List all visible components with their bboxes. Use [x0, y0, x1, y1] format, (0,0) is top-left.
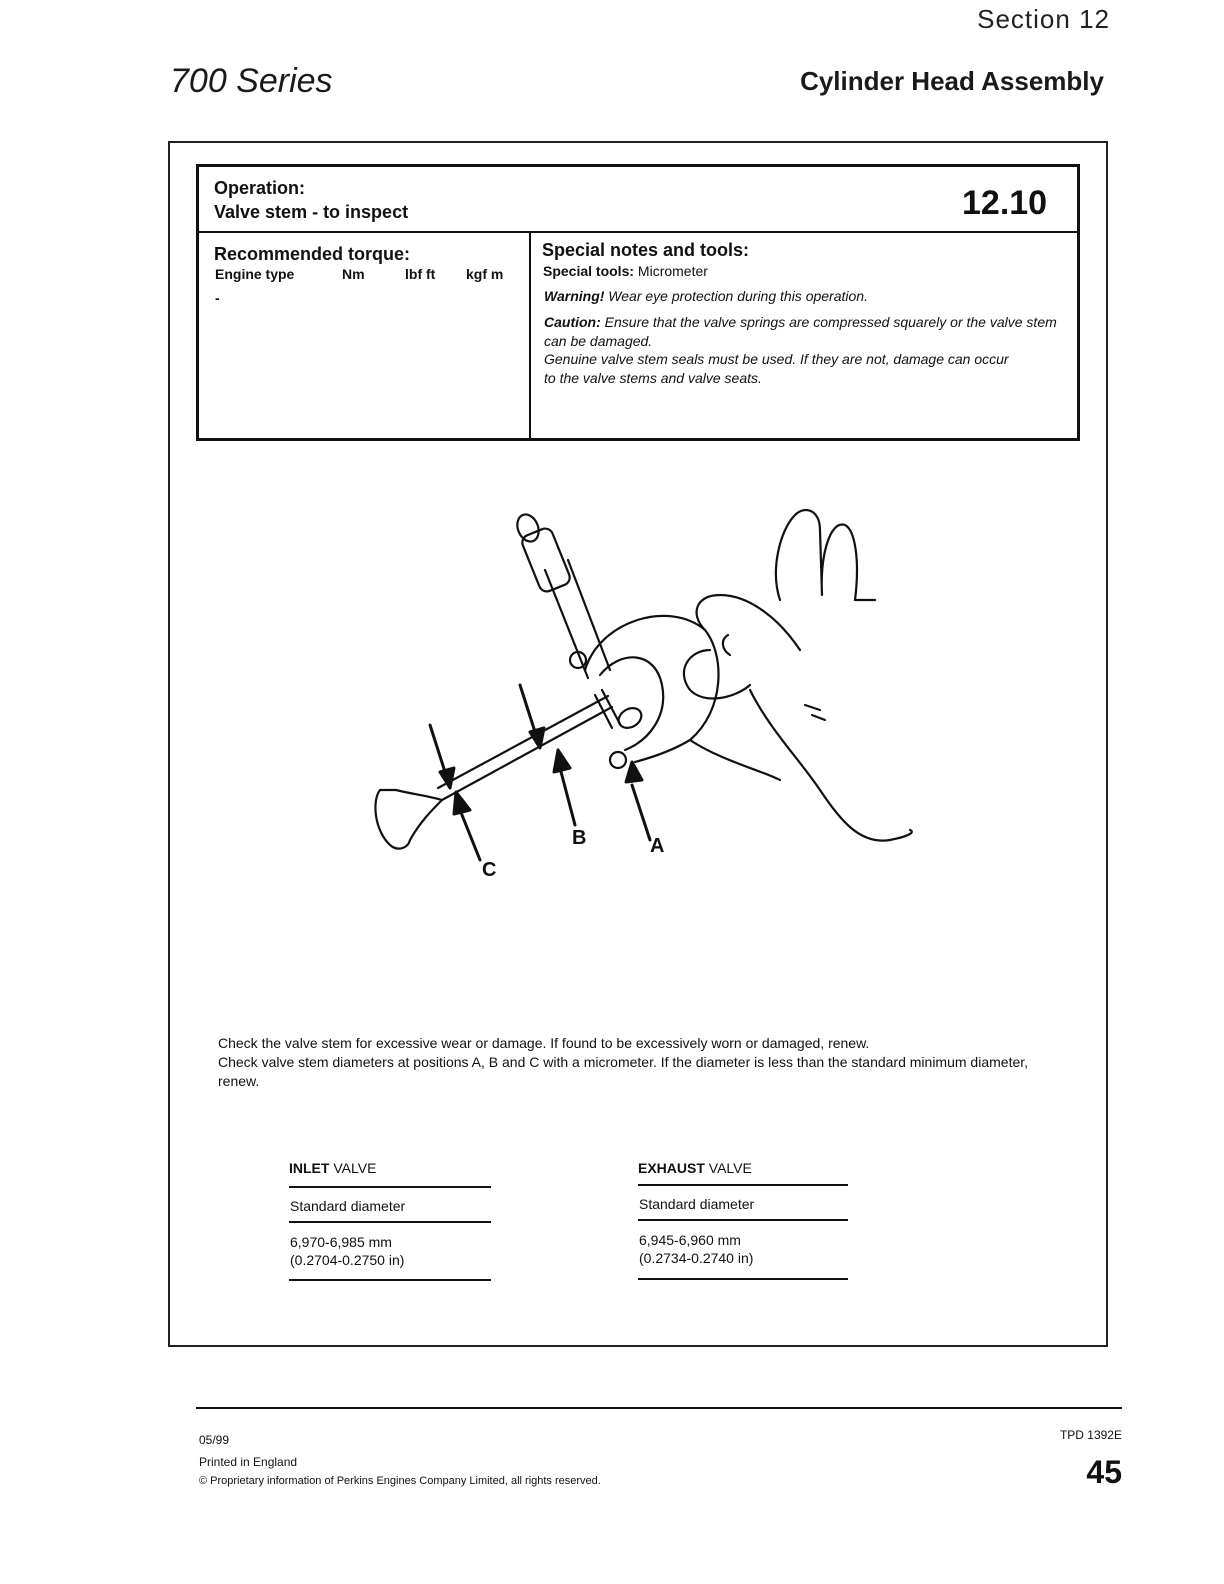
footer-printed: Printed in England [199, 1455, 298, 1469]
special-tools-label: Special tools: [543, 263, 635, 279]
operation-label: Operation: [214, 178, 306, 198]
footer-doc-ref: TPD 1392E [1059, 1428, 1122, 1442]
special-tools [543, 263, 708, 279]
arrow-a [632, 785, 650, 840]
exhaust-rule-1 [638, 1184, 848, 1186]
torque-col-kgfm: kgf m [466, 266, 504, 282]
column-divider [529, 233, 531, 438]
operation-title: Valve stem - to inspect [214, 202, 409, 222]
caution-text: Ensure that the valve springs are compressed squarely or the valve stem can be damaged. [544, 314, 1057, 349]
arrow-b [560, 768, 575, 825]
valve-head [375, 790, 442, 849]
seals-note: Genuine valve stem seals must be used. If they are not, damage can occur to the valve stems and valve seats. [544, 351, 1009, 386]
arrow-top-1 [520, 685, 536, 735]
footer-copyright: © Proprietary information of Perkins Engines Company Limited, all rights reserved. [199, 1475, 601, 1487]
series-title: 700 Series [170, 62, 333, 100]
torque-col-nm: Nm [342, 266, 365, 282]
position-label-a: A [650, 835, 665, 857]
arrow-top-2 [430, 725, 446, 775]
warning-label: Warning! [544, 288, 605, 304]
inlet-value-mm: 6,970-6,985 mm [290, 1234, 392, 1250]
torque-col-engine-type: Engine type [215, 266, 295, 282]
operation-divider [199, 231, 1077, 233]
hand-crease [723, 635, 825, 720]
micrometer-valve-illustration [350, 500, 930, 900]
footer-date: 05/99 [199, 1433, 230, 1447]
exhaust-value-mm: 6,945-6,960 mm [639, 1232, 741, 1248]
micrometer-anvil [610, 752, 626, 768]
caution-note [544, 313, 1074, 351]
torque-value: - [215, 290, 220, 306]
exhaust-value-in: (0.2734-0.2740 in) [639, 1250, 754, 1266]
micrometer-frame [585, 616, 719, 762]
inlet-heading-rest: VALVE [329, 1160, 377, 1176]
inlet-value-in: (0.2704-0.2750 in) [290, 1252, 405, 1268]
exhaust-rule-3 [638, 1278, 848, 1280]
torque-col-lbfft: lbf ft [405, 266, 436, 282]
inlet-heading-bold: INLET [289, 1160, 330, 1176]
inlet-rule-2 [289, 1221, 491, 1223]
warning-text: Wear eye protection during this operation. [608, 288, 868, 304]
notes-heading: Special notes and tools: [542, 240, 750, 260]
torque-heading: Recommended torque: [214, 244, 411, 264]
inlet-valve-heading [289, 1160, 376, 1176]
exhaust-label: Standard diameter [639, 1196, 755, 1212]
operation-number: 12.10 [962, 184, 1048, 222]
arrow-c [460, 810, 480, 860]
exhaust-valve-heading [638, 1160, 752, 1176]
page-number: 45 [1086, 1454, 1122, 1490]
caution-label: Caution: [544, 314, 601, 330]
chapter-title: Cylinder Head Assembly [800, 66, 1104, 96]
section-label: Section 12 [977, 4, 1110, 34]
micrometer-thimble [520, 526, 572, 594]
inlet-label: Standard diameter [290, 1198, 406, 1214]
position-label-c: C [482, 859, 497, 881]
footer-rule [196, 1407, 1122, 1409]
special-tools-value: Micrometer [637, 263, 708, 279]
exhaust-heading-bold: EXHAUST [638, 1160, 705, 1176]
inlet-rule-1 [289, 1186, 491, 1188]
inlet-rule-3 [289, 1279, 491, 1281]
warning-note [544, 287, 1074, 306]
valve-stem [438, 696, 612, 800]
valve-stem-end [615, 704, 645, 732]
micrometer-barrel [545, 560, 610, 678]
exhaust-heading-rest: VALVE [704, 1160, 752, 1176]
instruction-2: Check valve stem diameters at positions A, B and C with a micrometer. If the diameter is less than the standard minimum diameter, renew. [218, 1054, 1029, 1089]
instruction-1: Check the valve stem for excessive wear or damage. If found to be excessively worn or damaged, renew. [218, 1035, 870, 1051]
exhaust-rule-2 [638, 1219, 848, 1221]
micrometer-ratchet [513, 511, 542, 544]
position-label-b: B [572, 827, 587, 849]
